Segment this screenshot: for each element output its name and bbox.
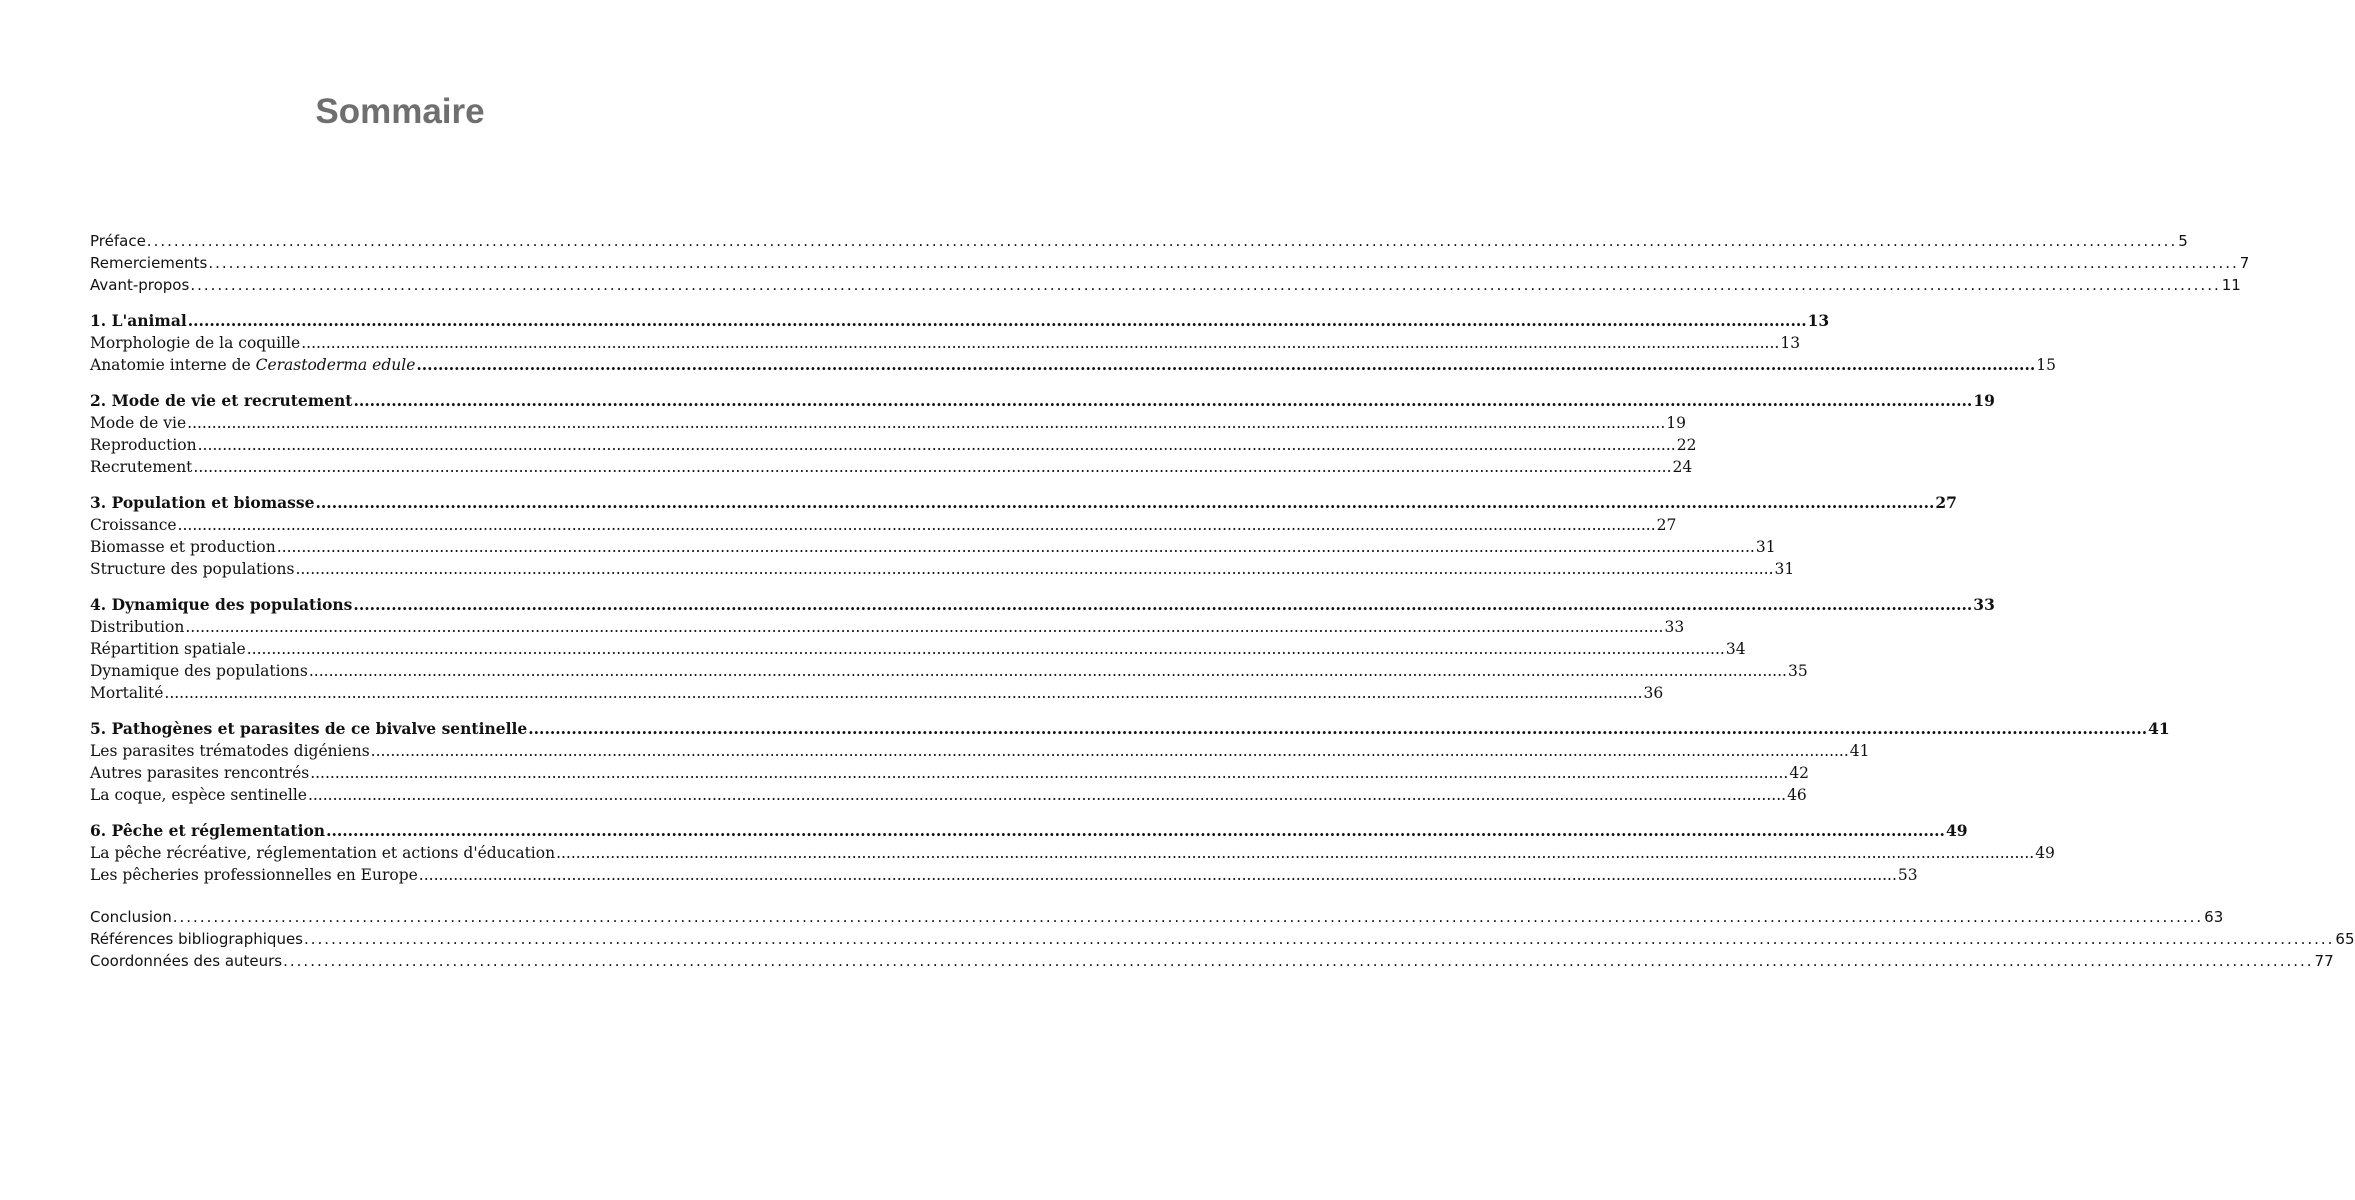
toc-entry-avant-propos[interactable] [90, 274, 2241, 296]
chapter-title: 6. Pêche et réglementation [90, 821, 326, 840]
toc-entry-label: Avant-propos [90, 276, 190, 294]
chapter-page: 49 [1945, 821, 1968, 840]
leader-dots: ............................................................................................................................................................................................................................................................................................................ [528, 719, 2148, 738]
toc-section[interactable] [90, 784, 1807, 806]
leader-dots: ............................................................................................................................................................................................................................................................................................................ [187, 414, 1666, 432]
leader-dots: ............................................................................................................................................................................................................................................................................................................ [146, 232, 2178, 250]
section-page: 41 [1849, 742, 1870, 760]
leader-dots: ............................................................................................................................................................................................................................................................................................................ [310, 764, 1789, 782]
chapter-page: 13 [1807, 311, 1830, 330]
section-page: 31 [1755, 538, 1776, 556]
toc-entry-page: 5 [2178, 232, 2188, 250]
leader-dots: ............................................................................................................................................................................................................................................................................................................ [197, 436, 1676, 454]
leader-dots: ............................................................................................................................................................................................................................................................................................................ [295, 560, 1774, 578]
toc-entry-remerciements[interactable] [90, 252, 2250, 274]
section-title: Morphologie de la coquille [90, 334, 301, 352]
leader-dots: ............................................................................................................................................................................................................................................................................................................ [418, 866, 1897, 884]
leader-dots: ............................................................................................................................................................................................................................................................................................................ [172, 908, 2204, 926]
leader-dots: ............................................................................................................................................................................................................................................................................................................ [307, 786, 1787, 804]
toc-entry-page: 7 [2239, 254, 2250, 272]
section-title: Dynamique des populations [90, 662, 308, 680]
section-page: 13 [1780, 334, 1801, 352]
species-name: Cerastoderma edule [255, 356, 416, 374]
toc-entry-label: Conclusion [90, 908, 172, 926]
toc-entry-preface[interactable] [90, 230, 2188, 252]
leader-dots: ............................................................................................................................................................................................................................................................................................................ [246, 640, 1725, 658]
toc-entry-page: 65 [2335, 930, 2355, 948]
section-page: 22 [1676, 436, 1697, 454]
toc-chapter-5[interactable] [90, 718, 2170, 740]
section-title: Distribution [90, 618, 185, 636]
toc-entry-references[interactable] [90, 928, 2355, 950]
toc-section[interactable] [90, 456, 1693, 478]
section-title: Anatomie interne de Cerastoderma edule [90, 356, 416, 374]
section-title: Mortalité [90, 684, 164, 702]
chapter-title: 4. Dynamique des populations [90, 595, 353, 614]
page-title: Sommaire [315, 92, 485, 131]
leader-dots: ............................................................................................................................................................................................................................................................................................................ [326, 821, 1945, 840]
section-page: 53 [1897, 866, 1918, 884]
leader-dots: ............................................................................................................................................................................................................................................................................................................ [208, 254, 2239, 272]
toc-entry-page: 11 [2221, 276, 2241, 294]
toc-section[interactable] [90, 638, 1746, 660]
section-title: Croissance [90, 516, 177, 534]
leader-dots: ............................................................................................................................................................................................................................................................................................................ [276, 538, 1755, 556]
section-page: 15 [2036, 356, 2056, 374]
toc-section[interactable] [90, 354, 2056, 376]
leader-dots: ............................................................................................................................................................................................................................................................................................................ [301, 334, 1780, 352]
chapter-page: 27 [1935, 493, 1957, 512]
toc-chapter-1[interactable] [90, 310, 1830, 332]
toc-section[interactable] [90, 682, 1664, 704]
toc-section[interactable] [90, 660, 1808, 682]
section-page: 19 [1666, 414, 1686, 432]
toc-section[interactable] [90, 864, 1918, 886]
leader-dots: ............................................................................................................................................................................................................................................................................................................ [283, 952, 2314, 970]
section-page: 34 [1725, 640, 1746, 658]
section-page: 31 [1774, 560, 1795, 578]
leader-dots: ............................................................................................................................................................................................................................................................................................................ [370, 742, 1849, 760]
toc-entry-conclusion[interactable] [90, 906, 2224, 928]
section-title: Recrutement [90, 458, 193, 476]
toc-section[interactable] [90, 332, 1801, 354]
toc-section[interactable] [90, 434, 1697, 456]
section-page: 35 [1787, 662, 1808, 680]
section-title: Biomasse et production [90, 538, 276, 556]
toc-entry-page: 77 [2314, 952, 2334, 970]
toc-entry-coordonnees[interactable] [90, 950, 2334, 972]
toc-chapter-3[interactable] [90, 492, 1957, 514]
section-page: 33 [1664, 618, 1685, 636]
toc-section[interactable] [90, 514, 1677, 536]
toc-section[interactable] [90, 536, 1776, 558]
toc-entry-label: Remerciements [90, 254, 208, 272]
toc-section[interactable] [90, 740, 1870, 762]
section-title: Les parasites trématodes digéniens [90, 742, 370, 760]
toc-chapter-2[interactable] [90, 390, 1995, 412]
toc-entry-label: Références bibliographiques [90, 930, 303, 948]
section-page: 36 [1643, 684, 1664, 702]
chapter-page: 33 [1973, 595, 1995, 614]
table-of-contents [90, 230, 2355, 972]
section-title: Mode de vie [90, 414, 187, 432]
toc-section[interactable] [90, 616, 1685, 638]
section-title: Répartition spatiale [90, 640, 246, 658]
section-title: Autres parasites rencontrés [90, 764, 310, 782]
leader-dots: ............................................................................................................................................................................................................................................................................................................ [308, 662, 1787, 680]
leader-dots: ............................................................................................................................................................................................................................................................................................................ [164, 684, 1643, 702]
leader-dots: ............................................................................................................................................................................................................................................................................................................ [416, 355, 2036, 374]
chapter-page: 19 [1973, 391, 1995, 410]
toc-entry-label: Préface [90, 232, 146, 250]
section-page: 24 [1672, 458, 1693, 476]
chapter-title: 2. Mode de vie et recrutement [90, 391, 353, 410]
leader-dots: ............................................................................................................................................................................................................................................................................................................ [556, 844, 2035, 862]
toc-chapter-6[interactable] [90, 820, 1968, 842]
toc-chapter-4[interactable] [90, 594, 1995, 616]
toc-section[interactable] [90, 762, 1810, 784]
section-title: Les pêcheries professionnelles en Europe [90, 866, 418, 884]
toc-entry-label: Coordonnées des auteurs [90, 952, 283, 970]
section-title: Reproduction [90, 436, 197, 454]
toc-section[interactable] [90, 842, 2055, 864]
chapter-title: 3. Population et biomasse [90, 493, 315, 512]
section-page: 49 [2035, 844, 2055, 862]
leader-dots: ............................................................................................................................................................................................................................................................................................................ [315, 493, 1935, 512]
chapter-title: 1. L'animal [90, 311, 187, 330]
leader-dots: ............................................................................................................................................................................................................................................................................................................ [190, 276, 2221, 294]
chapter-page: 41 [2148, 719, 2170, 738]
section-title: La pêche récréative, réglementation et actions d'éducation [90, 844, 556, 862]
section-page: 46 [1787, 786, 1807, 804]
leader-dots: ............................................................................................................................................................................................................................................................................................................ [353, 595, 1973, 614]
toc-entry-page: 63 [2204, 908, 2224, 926]
section-page: 27 [1656, 516, 1677, 534]
leader-dots: ............................................................................................................................................................................................................................................................................................................ [304, 930, 2335, 948]
section-title: La coque, espèce sentinelle [90, 786, 307, 804]
toc-section[interactable] [90, 558, 1795, 580]
section-page: 42 [1789, 764, 1810, 782]
leader-dots: ............................................................................................................................................................................................................................................................................................................ [177, 516, 1656, 534]
section-title: Structure des populations [90, 560, 295, 578]
leader-dots: ............................................................................................................................................................................................................................................................................................................ [193, 458, 1672, 476]
leader-dots: ............................................................................................................................................................................................................................................................................................................ [353, 391, 1973, 410]
leader-dots: ............................................................................................................................................................................................................................................................................................................ [185, 618, 1664, 636]
leader-dots: ............................................................................................................................................................................................................................................................................................................ [187, 311, 1807, 330]
chapter-title: 5. Pathogènes et parasites de ce bivalve sentinelle [90, 719, 528, 738]
toc-section[interactable] [90, 412, 1686, 434]
